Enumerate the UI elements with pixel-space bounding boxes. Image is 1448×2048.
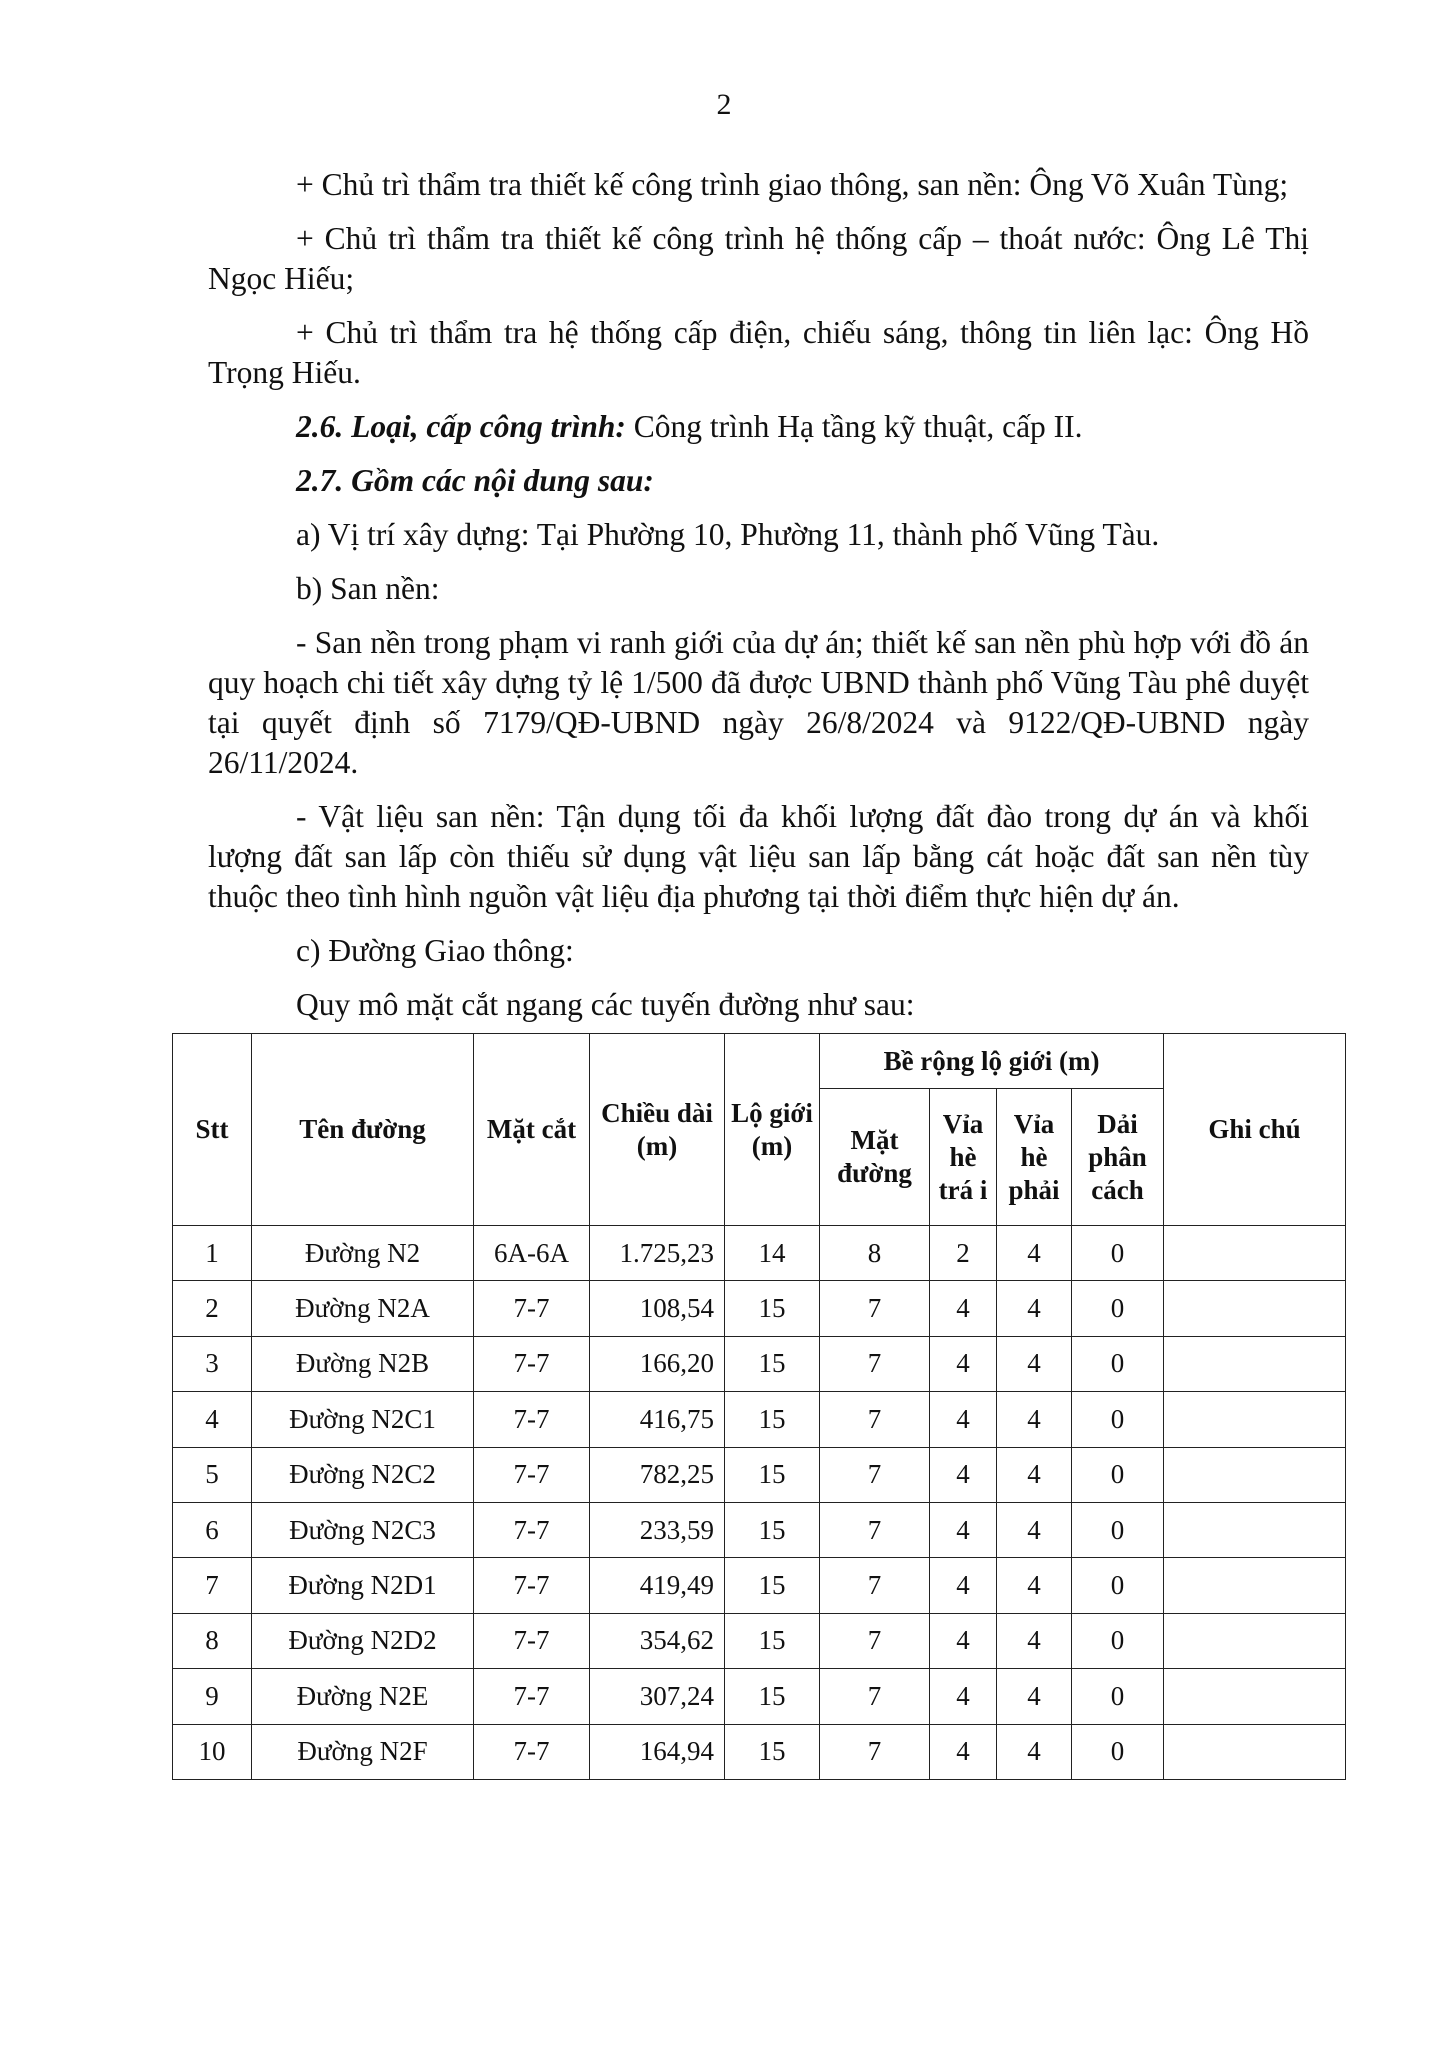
cell-left-sidewalk: 4 [930,1336,997,1391]
cell-right-sidewalk: 4 [997,1724,1072,1779]
cell-length: 419,49 [590,1558,725,1613]
cell-cross-section: 7-7 [474,1613,590,1668]
cell-right-of-way: 15 [725,1669,820,1724]
cell-carriageway: 7 [820,1392,930,1447]
header-median: Dải phân cách [1072,1089,1164,1226]
cell-cross-section: 7-7 [474,1502,590,1557]
cell-notes [1164,1226,1346,1281]
cell-carriageway: 8 [820,1226,930,1281]
cell-notes [1164,1724,1346,1779]
cell-right-sidewalk: 4 [997,1392,1072,1447]
cell-right-sidewalk: 4 [997,1502,1072,1557]
cell-notes [1164,1613,1346,1668]
paragraph-leveling-title: b) San nền: [296,571,440,606]
cell-stt: 5 [173,1447,252,1502]
cell-right-sidewalk: 4 [997,1336,1072,1391]
section-heading-2-7-text: 2.7. Gồm các nội dung sau: [296,463,654,498]
cell-road-name: Đường N2C2 [252,1447,474,1502]
cell-road-name: Đường N2D2 [252,1613,474,1668]
cell-road-name: Đường N2B [252,1336,474,1391]
cell-carriageway: 7 [820,1613,930,1668]
cell-length: 307,24 [590,1669,725,1724]
cell-length: 416,75 [590,1392,725,1447]
cell-stt: 4 [173,1392,252,1447]
paragraph-leveling-material: - Vật liệu san nền: Tận dụng tối đa khối lượng đất đào trong dự án và khối lượng đất san lấp còn thiếu sử dụng vật liệu san lấp bằng cát hoặc đất san nền tùy thuộc theo tình hình nguồn vật liệu địa phương tại thời điểm thực hiện dự án. [208,799,1309,914]
cell-notes [1164,1281,1346,1336]
cell-left-sidewalk: 4 [930,1392,997,1447]
cell-right-of-way: 15 [725,1447,820,1502]
header-cross-section: Mặt cắt [474,1034,590,1226]
cell-right-of-way: 15 [725,1724,820,1779]
table-row [173,1392,1346,1447]
cell-road-name: Đường N2C1 [252,1392,474,1447]
cell-median: 0 [1072,1392,1164,1447]
cell-cross-section: 7-7 [474,1447,590,1502]
paragraph-project-class [208,407,1309,447]
cell-right-sidewalk: 4 [997,1558,1072,1613]
header-length: Chiều dài (m) [590,1034,725,1226]
header-road-name: Tên đường [252,1034,474,1226]
table-row [173,1226,1346,1281]
cell-left-sidewalk: 4 [930,1558,997,1613]
cell-length: 354,62 [590,1613,725,1668]
paragraph-location: a) Vị trí xây dựng: Tại Phường 10, Phường 11, thành phố Vũng Tàu. [296,517,1160,552]
cell-right-of-way: 14 [725,1226,820,1281]
paragraph-reviewer-traffic: + Chủ trì thẩm tra thiết kế công trình giao thông, san nền: Ông Võ Xuân Tùng; [296,167,1289,202]
cell-stt: 2 [173,1281,252,1336]
cell-cross-section: 6A-6A [474,1226,590,1281]
cell-left-sidewalk: 4 [930,1281,997,1336]
cell-length: 782,25 [590,1447,725,1502]
cell-cross-section: 7-7 [474,1336,590,1391]
cell-carriageway: 7 [820,1724,930,1779]
cell-carriageway: 7 [820,1558,930,1613]
cell-right-sidewalk: 4 [997,1281,1072,1336]
cell-right-of-way: 15 [725,1336,820,1391]
cell-notes [1164,1669,1346,1724]
cell-median: 0 [1072,1336,1164,1391]
cell-left-sidewalk: 4 [930,1613,997,1668]
section-heading-2-6: 2.6. Loại, cấp công trình: [296,409,626,444]
cell-length: 1.725,23 [590,1226,725,1281]
document-body [208,165,1309,1039]
cell-road-name: Đường N2 [252,1226,474,1281]
cell-left-sidewalk: 4 [930,1669,997,1724]
section-text-2-6: Công trình Hạ tầng kỹ thuật, cấp II. [625,409,1083,444]
table-row [173,1669,1346,1724]
cell-length: 108,54 [590,1281,725,1336]
cell-stt: 6 [173,1502,252,1557]
header-left-sidewalk: Vỉa hè trá i [930,1089,997,1226]
cell-median: 0 [1072,1502,1164,1557]
cell-right-sidewalk: 4 [997,1613,1072,1668]
table-row [173,1558,1346,1613]
cell-length: 164,94 [590,1724,725,1779]
paragraph-roads-title: c) Đường Giao thông: [296,933,574,968]
header-right-sidewalk: Vỉa hè phải [997,1089,1072,1226]
cell-length: 233,59 [590,1502,725,1557]
cell-cross-section: 7-7 [474,1558,590,1613]
cell-right-of-way: 15 [725,1613,820,1668]
cell-left-sidewalk: 4 [930,1502,997,1557]
paragraph-roads-intro: Quy mô mặt cắt ngang các tuyến đường như sau: [296,987,915,1022]
table-row [173,1502,1346,1557]
cell-carriageway: 7 [820,1502,930,1557]
cell-right-sidewalk: 4 [997,1447,1072,1502]
cell-right-sidewalk: 4 [997,1226,1072,1281]
cell-road-name: Đường N2D1 [252,1558,474,1613]
header-carriageway: Mặt đường [820,1089,930,1226]
cell-stt: 3 [173,1336,252,1391]
cell-carriageway: 7 [820,1281,930,1336]
table-row [173,1336,1346,1391]
cell-median: 0 [1072,1724,1164,1779]
cell-cross-section: 7-7 [474,1669,590,1724]
cell-median: 0 [1072,1226,1164,1281]
cell-stt: 1 [173,1226,252,1281]
cell-carriageway: 7 [820,1447,930,1502]
page-number: 2 [716,88,732,121]
cell-stt: 9 [173,1669,252,1724]
cell-right-sidewalk: 4 [997,1669,1072,1724]
cell-stt: 8 [173,1613,252,1668]
cell-road-name: Đường N2A [252,1281,474,1336]
cell-median: 0 [1072,1281,1164,1336]
cell-notes [1164,1392,1346,1447]
table-row [173,1281,1346,1336]
cell-median: 0 [1072,1669,1164,1724]
cell-road-name: Đường N2C3 [252,1502,474,1557]
header-width-group: Bề rộng lộ giới (m) [820,1034,1164,1089]
cell-cross-section: 7-7 [474,1281,590,1336]
cell-left-sidewalk: 2 [930,1226,997,1281]
cell-stt: 10 [173,1724,252,1779]
cell-left-sidewalk: 4 [930,1724,997,1779]
header-notes: Ghi chú [1164,1034,1346,1226]
paragraph-reviewer-water: + Chủ trì thẩm tra thiết kế công trình hệ thống cấp – thoát nước: Ông Lê Thị Ngọc Hiếu; [208,221,1309,296]
table-row [173,1613,1346,1668]
paragraph-leveling-scope: - San nền trong phạm vi ranh giới của dự án; thiết kế san nền phù hợp với đồ án quy hoạch chi tiết xây dựng tỷ lệ 1/500 đã được UBND thành phố Vũng Tàu phê duyệt tại quyết định số 7179/QĐ-UBND ngày 26/8/2024 và 9122/QĐ-UBND ngày 26/11/2024. [208,625,1309,780]
cell-median: 0 [1072,1447,1164,1502]
cell-left-sidewalk: 4 [930,1447,997,1502]
cell-length: 166,20 [590,1336,725,1391]
cell-right-of-way: 15 [725,1281,820,1336]
cell-right-of-way: 15 [725,1558,820,1613]
section-heading-2-7 [208,461,1309,501]
cell-road-name: Đường N2E [252,1669,474,1724]
table-row [173,1724,1346,1779]
cell-stt: 7 [173,1558,252,1613]
cell-road-name: Đường N2F [252,1724,474,1779]
cell-carriageway: 7 [820,1669,930,1724]
paragraph-reviewer-electric: + Chủ trì thẩm tra hệ thống cấp điện, chiếu sáng, thông tin liên lạc: Ông Hồ Trọng Hiếu. [208,315,1309,390]
header-stt: Stt [173,1034,252,1226]
cell-notes [1164,1336,1346,1391]
table-row [173,1447,1346,1502]
cell-cross-section: 7-7 [474,1724,590,1779]
cell-right-of-way: 15 [725,1502,820,1557]
cell-notes [1164,1447,1346,1502]
cell-median: 0 [1072,1613,1164,1668]
header-right-of-way: Lộ giới (m) [725,1034,820,1226]
road-cross-section-table [172,1033,1346,1780]
cell-notes [1164,1558,1346,1613]
cell-notes [1164,1502,1346,1557]
cell-carriageway: 7 [820,1336,930,1391]
cell-cross-section: 7-7 [474,1392,590,1447]
cell-median: 0 [1072,1558,1164,1613]
cell-right-of-way: 15 [725,1392,820,1447]
